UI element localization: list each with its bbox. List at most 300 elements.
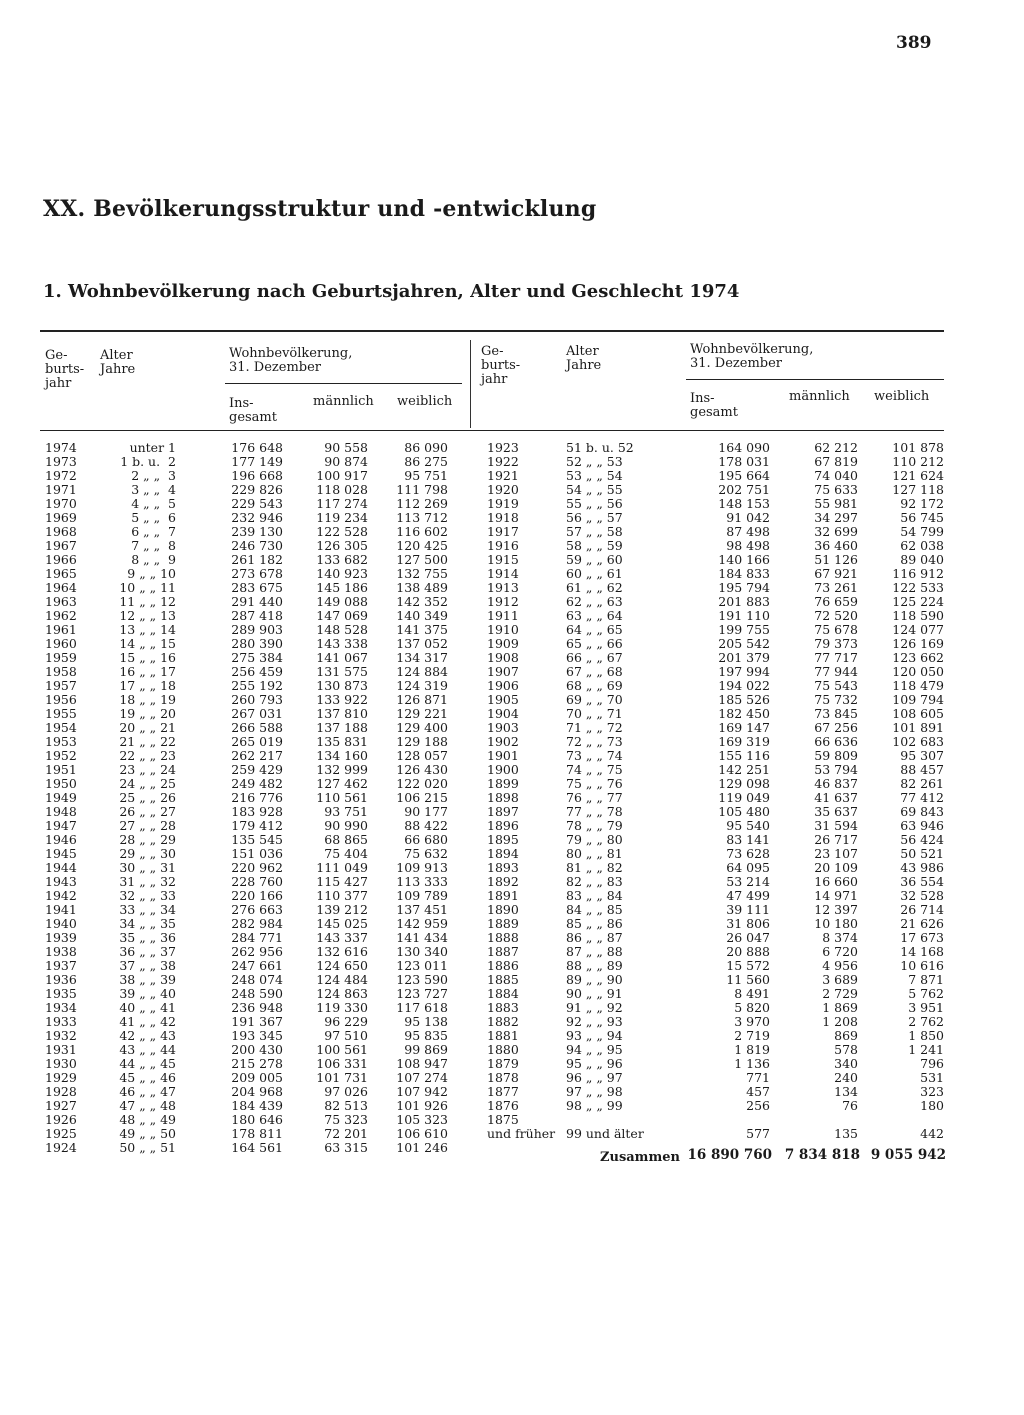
table-cell: 127 462 — [316, 776, 368, 791]
table-cell: 32 „ „ 33 — [119, 888, 176, 903]
chapter-title: XX. Bevölkerungsstruktur und -entwicklung — [43, 196, 597, 222]
table-cell: 1915 — [487, 552, 519, 567]
table-cell: 77 717 — [814, 650, 858, 665]
right-wohnbev-rule — [686, 379, 944, 380]
table-cell: 1902 — [487, 734, 519, 749]
table-cell: 50 „ „ 51 — [119, 1140, 176, 1155]
table-cell: 70 „ „ 71 — [566, 706, 623, 721]
table-cell: 1901 — [487, 748, 519, 763]
table-cell: 53 „ „ 54 — [566, 468, 623, 483]
table-cell: 149 088 — [316, 594, 368, 609]
table-cell: 124 650 — [316, 958, 368, 973]
table-cell: 132 755 — [396, 566, 448, 581]
table-cell: 142 959 — [396, 916, 448, 931]
table-cell: 1938 — [45, 944, 77, 959]
table-cell: 1944 — [45, 860, 77, 875]
table-cell: 1899 — [487, 776, 519, 791]
table-cell: 3 „ „ 4 — [131, 482, 176, 497]
table-cell: 179 412 — [231, 818, 283, 833]
table-cell: 25 „ „ 26 — [119, 790, 176, 805]
table-cell: 118 590 — [892, 608, 944, 623]
table-cell: 132 616 — [316, 944, 368, 959]
table-cell: 200 430 — [231, 1042, 283, 1057]
table-cell: 14 168 — [900, 944, 944, 959]
table-cell: 249 482 — [231, 776, 283, 791]
table-cell: 109 794 — [892, 692, 944, 707]
table-cell: 36 460 — [814, 538, 858, 553]
table-cell: 457 — [746, 1084, 770, 1099]
table-cell: 202 751 — [718, 482, 770, 497]
column-divider — [470, 340, 471, 428]
table-cell: 1885 — [487, 972, 519, 987]
table-cell: 92 172 — [900, 496, 944, 511]
table-cell: 1879 — [487, 1056, 519, 1071]
table-cell: 129 188 — [396, 734, 448, 749]
table-cell: 239 130 — [231, 524, 283, 539]
table-cell: 135 — [834, 1126, 858, 1141]
table-cell: 73 845 — [814, 706, 858, 721]
table-cell: 1914 — [487, 566, 519, 581]
header-weiblich-right: weiblich — [874, 389, 930, 404]
table-cell: 1 241 — [908, 1042, 944, 1057]
header-weiblich-left: weiblich — [397, 394, 453, 409]
table-cell: 62 212 — [814, 440, 858, 455]
table-cell: 75 „ „ 76 — [566, 776, 623, 791]
table-cell: 46 837 — [814, 776, 858, 791]
table-cell: 73 628 — [726, 846, 770, 861]
table-cell: 108 605 — [892, 706, 944, 721]
table-cell: 155 116 — [718, 748, 770, 763]
table-cell: 130 340 — [396, 944, 448, 959]
table-cell: 8 „ „ 9 — [131, 552, 176, 567]
table-cell: 10 „ „ 11 — [119, 580, 176, 595]
table-cell: 1906 — [487, 678, 519, 693]
table-cell: 81 „ „ 82 — [566, 860, 623, 875]
table-cell: 193 345 — [231, 1028, 283, 1043]
table-cell: 1921 — [487, 468, 519, 483]
table-cell: 20 „ „ 21 — [119, 720, 176, 735]
table-cell: 1955 — [45, 706, 77, 721]
table-cell: 1939 — [45, 930, 77, 945]
table-cell: 178 811 — [231, 1126, 283, 1141]
table-cell: 1886 — [487, 958, 519, 973]
table-cell: 75 323 — [324, 1112, 368, 1127]
table-cell: 1946 — [45, 832, 77, 847]
table-cell: 38 „ „ 39 — [119, 972, 176, 987]
table-cell: 1934 — [45, 1000, 77, 1015]
table-cell: 95 835 — [404, 1028, 448, 1043]
table-cell: 82 261 — [900, 776, 944, 791]
header-wohnbev-right: Wohnbevölkerung, 31. Dezember — [690, 342, 814, 371]
table-cell: 1908 — [487, 650, 519, 665]
table-cell: 1927 — [45, 1098, 77, 1113]
table-cell: 184 439 — [231, 1098, 283, 1113]
table-cell: 577 — [746, 1126, 770, 1141]
table-title: 1. Wohnbevölkerung nach Geburtsjahren, Alter und Geschlecht 1974 — [43, 281, 740, 302]
table-cell: 248 590 — [231, 986, 283, 1001]
table-cell: 266 588 — [231, 720, 283, 735]
table-cell: 15 „ „ 16 — [119, 650, 176, 665]
table-cell: 35 „ „ 36 — [119, 930, 176, 945]
table-cell: 123 727 — [396, 986, 448, 1001]
table-cell: 68 „ „ 69 — [566, 678, 623, 693]
table-cell: 129 098 — [718, 776, 770, 791]
table-cell: 98 498 — [726, 538, 770, 553]
table-cell: 57 „ „ 58 — [566, 524, 623, 539]
table-cell: 1916 — [487, 538, 519, 553]
table-cell: 109 789 — [396, 888, 448, 903]
table-cell: 47 „ „ 48 — [119, 1098, 176, 1113]
table-cell: 129 400 — [396, 720, 448, 735]
table-cell: 41 637 — [814, 790, 858, 805]
table-cell: 75 678 — [814, 622, 858, 637]
table-cell: 283 675 — [231, 580, 283, 595]
table-cell: 54 799 — [900, 524, 944, 539]
table-cell: 79 373 — [814, 636, 858, 651]
right-alter-column — [566, 441, 666, 1141]
table-cell: 1967 — [45, 538, 77, 553]
table-cell: 72 „ „ 73 — [566, 734, 623, 749]
table-cell: 115 427 — [316, 874, 368, 889]
table-cell: 99 und älter — [566, 1126, 644, 1141]
table-cell: 118 479 — [892, 678, 944, 693]
table-cell: 151 036 — [231, 846, 283, 861]
table-cell: 13 „ „ 14 — [119, 622, 176, 637]
table-cell: 20 109 — [814, 860, 858, 875]
table-cell: 276 663 — [231, 902, 283, 917]
table-cell: 82 513 — [324, 1098, 368, 1113]
table-cell: 86 „ „ 87 — [566, 930, 623, 945]
table-cell: 122 528 — [316, 524, 368, 539]
table-cell: 22 „ „ 23 — [119, 748, 176, 763]
table-cell: 124 884 — [396, 664, 448, 679]
table-cell: 248 074 — [231, 972, 283, 987]
table-cell: 195 664 — [718, 468, 770, 483]
table-cell: 1933 — [45, 1014, 77, 1029]
table-cell: 1917 — [487, 524, 519, 539]
table-cell: 122 020 — [396, 776, 448, 791]
table-cell: 256 459 — [231, 664, 283, 679]
table-cell: unter 1 — [129, 440, 176, 455]
table-cell: 87 498 — [726, 524, 770, 539]
table-cell: 30 „ „ 31 — [119, 860, 176, 875]
table-cell: 111 798 — [396, 482, 448, 497]
table-cell: 140 923 — [316, 566, 368, 581]
table-cell: 69 843 — [900, 804, 944, 819]
table-cell: 1894 — [487, 846, 519, 861]
table-cell: 26 047 — [726, 930, 770, 945]
table-cell: 3 970 — [734, 1014, 770, 1029]
table-cell: 261 182 — [231, 552, 283, 567]
table-cell: 35 637 — [814, 804, 858, 819]
table-cell: 26 717 — [814, 832, 858, 847]
table-cell: 137 451 — [396, 902, 448, 917]
right-maennlich-column — [780, 441, 858, 1141]
table-cell: 66 „ „ 67 — [566, 650, 623, 665]
table-cell: 64 095 — [726, 860, 770, 875]
table-cell — [780, 1113, 858, 1127]
page-number: 389 — [896, 33, 932, 53]
table-cell: 101 246 — [396, 1140, 448, 1155]
table-cell: 1968 — [45, 524, 77, 539]
table-cell: 91 „ „ 92 — [566, 1000, 623, 1015]
table-cell: 51 126 — [814, 552, 858, 567]
table-cell: 3 951 — [908, 1000, 944, 1015]
table-cell: 9 „ „ 10 — [127, 566, 176, 581]
table-cell: 134 317 — [396, 650, 448, 665]
table-cell: 45 „ „ 46 — [119, 1070, 176, 1085]
table-cell: 92 „ „ 93 — [566, 1014, 623, 1029]
table-cell: 255 192 — [231, 678, 283, 693]
table-cell: 10 616 — [900, 958, 944, 973]
table-cell: 89 „ „ 90 — [566, 972, 623, 987]
table-cell: 11 „ „ 12 — [119, 594, 176, 609]
table-cell: 275 384 — [231, 650, 283, 665]
table-cell: 56 „ „ 57 — [566, 510, 623, 525]
table-cell: 1876 — [487, 1098, 519, 1113]
table-cell: 63 315 — [324, 1140, 368, 1155]
table-cell: 125 224 — [892, 594, 944, 609]
table-cell: 63 946 — [900, 818, 944, 833]
table-cell: 169 319 — [718, 734, 770, 749]
table-cell: 32 528 — [900, 888, 944, 903]
table-cell: 1942 — [45, 888, 77, 903]
total-maennlich: 7 834 818 — [784, 1147, 860, 1163]
table-cell: 1890 — [487, 902, 519, 917]
table-cell: 323 — [920, 1084, 944, 1099]
table-cell: 117 618 — [396, 1000, 448, 1015]
table-cell: 77 „ „ 78 — [566, 804, 623, 819]
table-cell: 59 „ „ 60 — [566, 552, 623, 567]
table-cell: 1964 — [45, 580, 77, 595]
table-cell: 75 633 — [814, 482, 858, 497]
table-cell: 76 „ „ 77 — [566, 790, 623, 805]
header-alter-right: Alter Jahre — [566, 344, 602, 373]
table-cell: 79 „ „ 80 — [566, 832, 623, 847]
table-cell: 16 660 — [814, 874, 858, 889]
table-cell: 37 „ „ 38 — [119, 958, 176, 973]
table-cell: 259 429 — [231, 762, 283, 777]
table-cell: 49 „ „ 50 — [119, 1126, 176, 1141]
table-cell: 99 869 — [404, 1042, 448, 1057]
table-cell: 26 714 — [900, 902, 944, 917]
table-cell: 5 762 — [908, 986, 944, 1001]
table-cell: 41 „ „ 42 — [119, 1014, 176, 1029]
table-cell: 119 234 — [316, 510, 368, 525]
table-cell: 1 819 — [734, 1042, 770, 1057]
table-cell: 256 — [746, 1098, 770, 1113]
table-cell: 183 928 — [231, 804, 283, 819]
table-cell: 97 510 — [324, 1028, 368, 1043]
table-cell: 111 049 — [316, 860, 368, 875]
table-cell: 291 440 — [231, 594, 283, 609]
table-cell: 127 118 — [892, 482, 944, 497]
table-cell: 123 590 — [396, 972, 448, 987]
table-cell: 273 678 — [231, 566, 283, 581]
left-insgesamt-column — [210, 441, 283, 1155]
table-cell: 66 680 — [404, 832, 448, 847]
table-cell: 265 019 — [231, 734, 283, 749]
table-cell: 52 „ „ 53 — [566, 454, 623, 469]
table-cell: 132 999 — [316, 762, 368, 777]
table-cell: 42 „ „ 43 — [119, 1028, 176, 1043]
table-cell: 17 673 — [900, 930, 944, 945]
table-cell: 1888 — [487, 930, 519, 945]
total-label: Zusammen — [600, 1150, 680, 1165]
table-cell: 134 160 — [316, 748, 368, 763]
table-cell: 96 229 — [324, 1014, 368, 1029]
table-cell: 68 865 — [324, 832, 368, 847]
table-cell: 10 180 — [814, 916, 858, 931]
table-cell: 139 212 — [316, 902, 368, 917]
table-cell: 284 771 — [231, 930, 283, 945]
table-cell: 1904 — [487, 706, 519, 721]
table-cell: 53 214 — [726, 874, 770, 889]
table-cell: 1971 — [45, 482, 77, 497]
table-cell: 105 480 — [718, 804, 770, 819]
table-cell: 1928 — [45, 1084, 77, 1099]
table-cell: 14 „ „ 15 — [119, 636, 176, 651]
table-cell: 23 107 — [814, 846, 858, 861]
table-cell: 93 751 — [324, 804, 368, 819]
table-cell: 1910 — [487, 622, 519, 637]
table-cell: 24 „ „ 25 — [119, 776, 176, 791]
table-cell: 65 „ „ 66 — [566, 636, 623, 651]
table-cell: 31 594 — [814, 818, 858, 833]
table-cell: 1903 — [487, 720, 519, 735]
table-cell: 1959 — [45, 650, 77, 665]
table-cell: 1884 — [487, 986, 519, 1001]
table-cell: 20 888 — [726, 944, 770, 959]
table-cell: 100 917 — [316, 468, 368, 483]
table-cell: 12 „ „ 13 — [119, 608, 176, 623]
table-cell: 1950 — [45, 776, 77, 791]
left-maennlich-column — [290, 441, 368, 1155]
table-cell: 66 636 — [814, 734, 858, 749]
table-cell: 196 668 — [231, 468, 283, 483]
table-cell: 1970 — [45, 496, 77, 511]
table-cell: 282 984 — [231, 916, 283, 931]
table-cell: 51 b. u. 52 — [566, 440, 634, 455]
table-cell: 5 „ „ 6 — [131, 510, 176, 525]
table-cell: 110 377 — [316, 888, 368, 903]
table-cell: 1954 — [45, 720, 77, 735]
header-alter-left: Alter Jahre — [100, 348, 136, 377]
table-cell: 1974 — [45, 440, 77, 455]
table-cell: 15 572 — [726, 958, 770, 973]
table-cell: 53 794 — [814, 762, 858, 777]
table-cell: 1943 — [45, 874, 77, 889]
table-cell: 178 031 — [718, 454, 770, 469]
table-cell: 8 374 — [822, 930, 858, 945]
table-cell: 1948 — [45, 804, 77, 819]
table-cell: 267 031 — [231, 706, 283, 721]
table-cell: 1907 — [487, 664, 519, 679]
total-weiblich: 9 055 942 — [870, 1147, 946, 1163]
table-cell: 119 330 — [316, 1000, 368, 1015]
table-cell: 90 177 — [404, 804, 448, 819]
table-cell: 126 430 — [396, 762, 448, 777]
table-cell: 1966 — [45, 552, 77, 567]
table-cell: 97 026 — [324, 1084, 368, 1099]
table-cell: 90 990 — [324, 818, 368, 833]
table-cell: 220 962 — [231, 860, 283, 875]
table-cell: 62 „ „ 63 — [566, 594, 623, 609]
header-maennlich-left: männlich — [313, 394, 374, 409]
table-cell: 129 221 — [396, 706, 448, 721]
table-cell: 74 040 — [814, 468, 858, 483]
table-cell: 1892 — [487, 874, 519, 889]
table-cell: 59 809 — [814, 748, 858, 763]
table-cell: 1887 — [487, 944, 519, 959]
table-cell: 88 457 — [900, 762, 944, 777]
table-cell: 124 484 — [316, 972, 368, 987]
table-cell: 75 404 — [324, 846, 368, 861]
table-cell: 21 626 — [900, 916, 944, 931]
table-cell: 101 878 — [892, 440, 944, 455]
table-cell: 120 425 — [396, 538, 448, 553]
table-cell: 1940 — [45, 916, 77, 931]
table-cell: 69 „ „ 70 — [566, 692, 623, 707]
table-cell: 1922 — [487, 454, 519, 469]
total-insgesamt: 16 890 760 — [687, 1147, 772, 1163]
table-cell — [866, 1113, 944, 1127]
table-cell: 1889 — [487, 916, 519, 931]
table-cell: 145 025 — [316, 916, 368, 931]
table-cell: 177 149 — [231, 454, 283, 469]
table-cell: 108 947 — [396, 1056, 448, 1071]
left-weiblich-column — [375, 441, 448, 1155]
table-cell: 191 110 — [718, 608, 770, 623]
table-cell: 77 944 — [814, 664, 858, 679]
table-cell: 1905 — [487, 692, 519, 707]
table-cell: 195 794 — [718, 580, 770, 595]
table-cell: 19 „ „ 20 — [119, 706, 176, 721]
table-cell: 1883 — [487, 1000, 519, 1015]
table-cell: 143 337 — [316, 930, 368, 945]
table-cell: 23 „ „ 24 — [119, 762, 176, 777]
table-cell: 55 „ „ 56 — [566, 496, 623, 511]
table-cell: 1926 — [45, 1112, 77, 1127]
table-cell: 36 „ „ 37 — [119, 944, 176, 959]
table-cell: 1925 — [45, 1126, 77, 1141]
table-cell: 1919 — [487, 496, 519, 511]
table-cell: 1957 — [45, 678, 77, 693]
table-cell: 1969 — [45, 510, 77, 525]
table-cell: 1913 — [487, 580, 519, 595]
table-cell: 123 011 — [396, 958, 448, 973]
table-cell: 90 558 — [324, 440, 368, 455]
table-cell: 1935 — [45, 986, 77, 1001]
table-cell: 50 521 — [900, 846, 944, 861]
left-alter-column — [95, 441, 176, 1155]
table-cell: 43 „ „ 44 — [119, 1042, 176, 1057]
table-cell: 869 — [834, 1028, 858, 1043]
table-cell: 89 040 — [900, 552, 944, 567]
table-top-rule — [40, 330, 944, 332]
header-insgesamt-right: Ins- gesamt — [690, 391, 738, 420]
table-cell: 39 111 — [726, 902, 770, 917]
table-cell: 58 „ „ 59 — [566, 538, 623, 553]
header-geburtsjahr-right: Ge- burts- jahr — [481, 344, 521, 387]
table-cell: 201 379 — [718, 650, 770, 665]
table-cell: 39 „ „ 40 — [119, 986, 176, 1001]
table-cell: 95 751 — [404, 468, 448, 483]
table-cell: 63 „ „ 64 — [566, 608, 623, 623]
table-cell: 90 874 — [324, 454, 368, 469]
table-cell: 164 561 — [231, 1140, 283, 1155]
table-cell: 134 — [834, 1084, 858, 1099]
